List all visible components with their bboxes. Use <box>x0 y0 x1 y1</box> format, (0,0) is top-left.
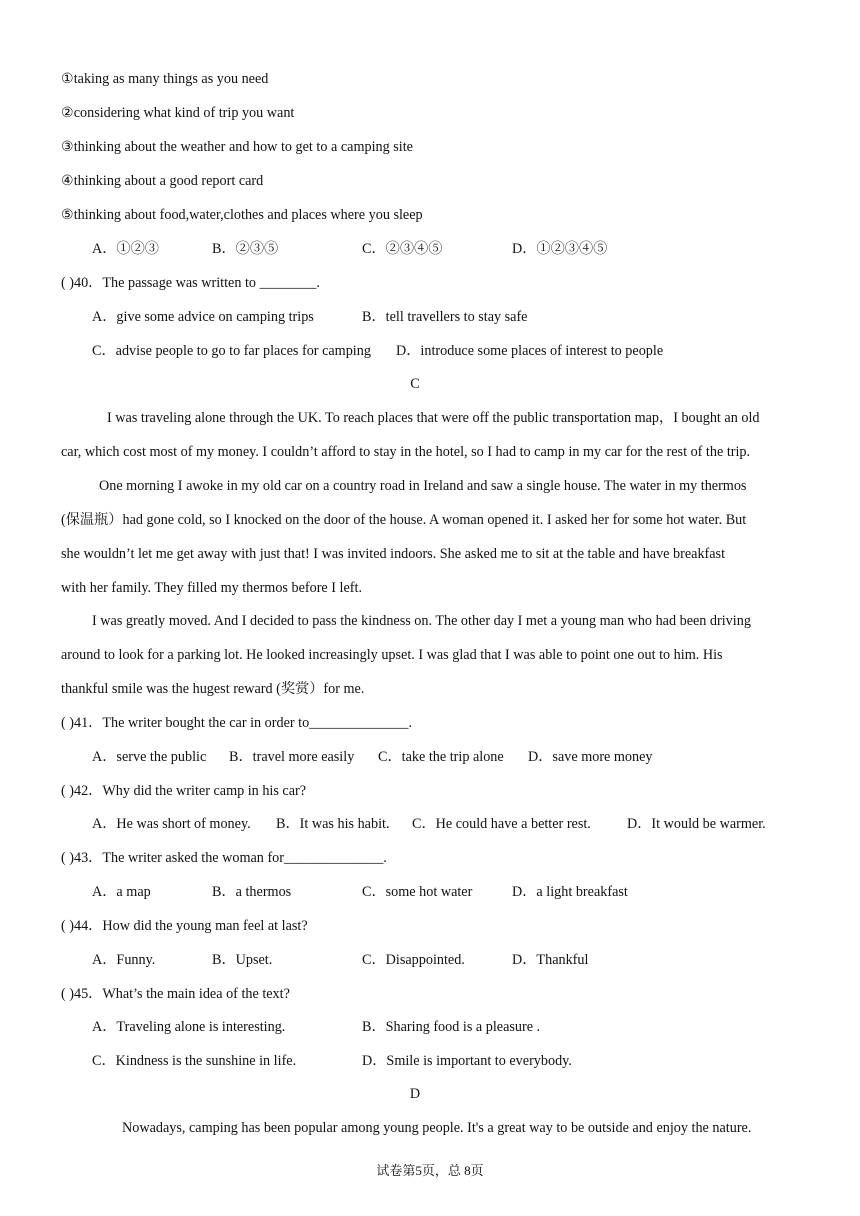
passage-c-line: with her family. They filled my thermos before I left. <box>61 580 362 596</box>
q45-option-c: C．Kindness is the sunshine in life. <box>92 1053 297 1069</box>
q39-option-c: C．②③④⑤ <box>362 241 443 257</box>
q43-stem: ( )43．The writer asked the woman for______________. <box>61 850 387 866</box>
q40-stem: ( )40．The passage was written to ________. <box>61 275 320 291</box>
passage-c-line: car, which cost most of my money. I couldn’t afford to stay in the hotel, so I had to camp in my car for the rest of the trip. <box>61 444 751 460</box>
passage-c-line: I was traveling alone through the UK. To reach places that were off the public transportation map，I bought an old <box>107 410 760 426</box>
q41-option-d: D．save more money <box>528 749 653 765</box>
q44-option-a: A．Funny. <box>92 952 156 968</box>
passage-d-line: Nowadays, camping has been popular among young people. It's a great way to be outside and enjoy the nature. <box>122 1120 752 1136</box>
q43-option-a: A．a map <box>92 884 151 900</box>
q39-item-3: ③thinking about the weather and how to get to a camping site <box>61 139 413 155</box>
page-footer: 试卷第5页，总 8页 <box>376 1163 484 1178</box>
q45-option-a: A．Traveling alone is interesting. <box>92 1019 286 1035</box>
q44-option-b: B．Upset. <box>212 952 273 968</box>
q44-stem: ( )44．How did the young man feel at last? <box>61 918 308 934</box>
passage-c-line: around to look for a parking lot. He looked increasingly upset. I was glad that I was able to point one out to him. His <box>61 647 723 663</box>
q45-option-b: B．Sharing food is a pleasure . <box>362 1019 541 1035</box>
q42-option-c: C．He could have a better rest. <box>412 816 591 832</box>
q40-option-a: A．give some advice on camping trips <box>92 309 314 325</box>
passage-c-line: One morning I awoke in my old car on a country road in Ireland and saw a single house. The water in my thermos <box>99 478 747 494</box>
q40-option-b: B．tell travellers to stay safe <box>362 309 528 325</box>
q43-option-d: D．a light breakfast <box>512 884 628 900</box>
q40-option-c: C．advise people to go to far places for camping <box>92 343 371 359</box>
q45-stem: ( )45．What’s the main idea of the text? <box>61 986 290 1002</box>
q43-option-b: B．a thermos <box>212 884 292 900</box>
q41-option-a: A．serve the public <box>92 749 207 765</box>
q41-option-b: B．travel more easily <box>229 749 355 765</box>
q39-option-b: B．②③⑤ <box>212 241 279 257</box>
q42-option-b: B．It was his habit. <box>276 816 390 832</box>
q39-item-4: ④thinking about a good report card <box>61 173 264 189</box>
q42-option-d: D．It would be warmer. <box>627 816 766 832</box>
q39-option-d: D．①②③④⑤ <box>512 241 608 257</box>
q41-option-c: C．take the trip alone <box>378 749 504 765</box>
q41-stem: ( )41．The writer bought the car in order to______________. <box>61 715 413 731</box>
section-d-label: D <box>409 1086 421 1102</box>
passage-c-line: (保温瓶）had gone cold, so I knocked on the door of the house. A woman opened it. I asked her for some hot water. But <box>61 512 747 528</box>
q39-item-1: ①taking as many things as you need <box>61 71 269 87</box>
q39-option-a: A．①②③ <box>92 241 159 257</box>
q39-item-2: ②considering what kind of trip you want <box>61 105 295 121</box>
section-c-label: C <box>410 376 420 392</box>
q42-option-a: A．He was short of money. <box>92 816 251 832</box>
q44-option-c: C．Disappointed. <box>362 952 465 968</box>
q40-option-d: D．introduce some places of interest to people <box>396 343 664 359</box>
q44-option-d: D．Thankful <box>512 952 589 968</box>
passage-c-line: I was greatly moved. And I decided to pass the kindness on. The other day I met a young man who had been driving <box>92 613 751 629</box>
q45-option-d: D．Smile is important to everybody. <box>362 1053 572 1069</box>
passage-c-line: she wouldn’t let me get away with just that! I was invited indoors. She asked me to sit at the table and have breakfast <box>61 546 726 562</box>
passage-c-line: thankful smile was the hugest reward (奖赏）for me. <box>61 681 365 697</box>
q39-item-5: ⑤thinking about food,water,clothes and places where you sleep <box>61 207 423 223</box>
q42-stem: ( )42．Why did the writer camp in his car? <box>61 783 307 799</box>
q43-option-c: C．some hot water <box>362 884 473 900</box>
